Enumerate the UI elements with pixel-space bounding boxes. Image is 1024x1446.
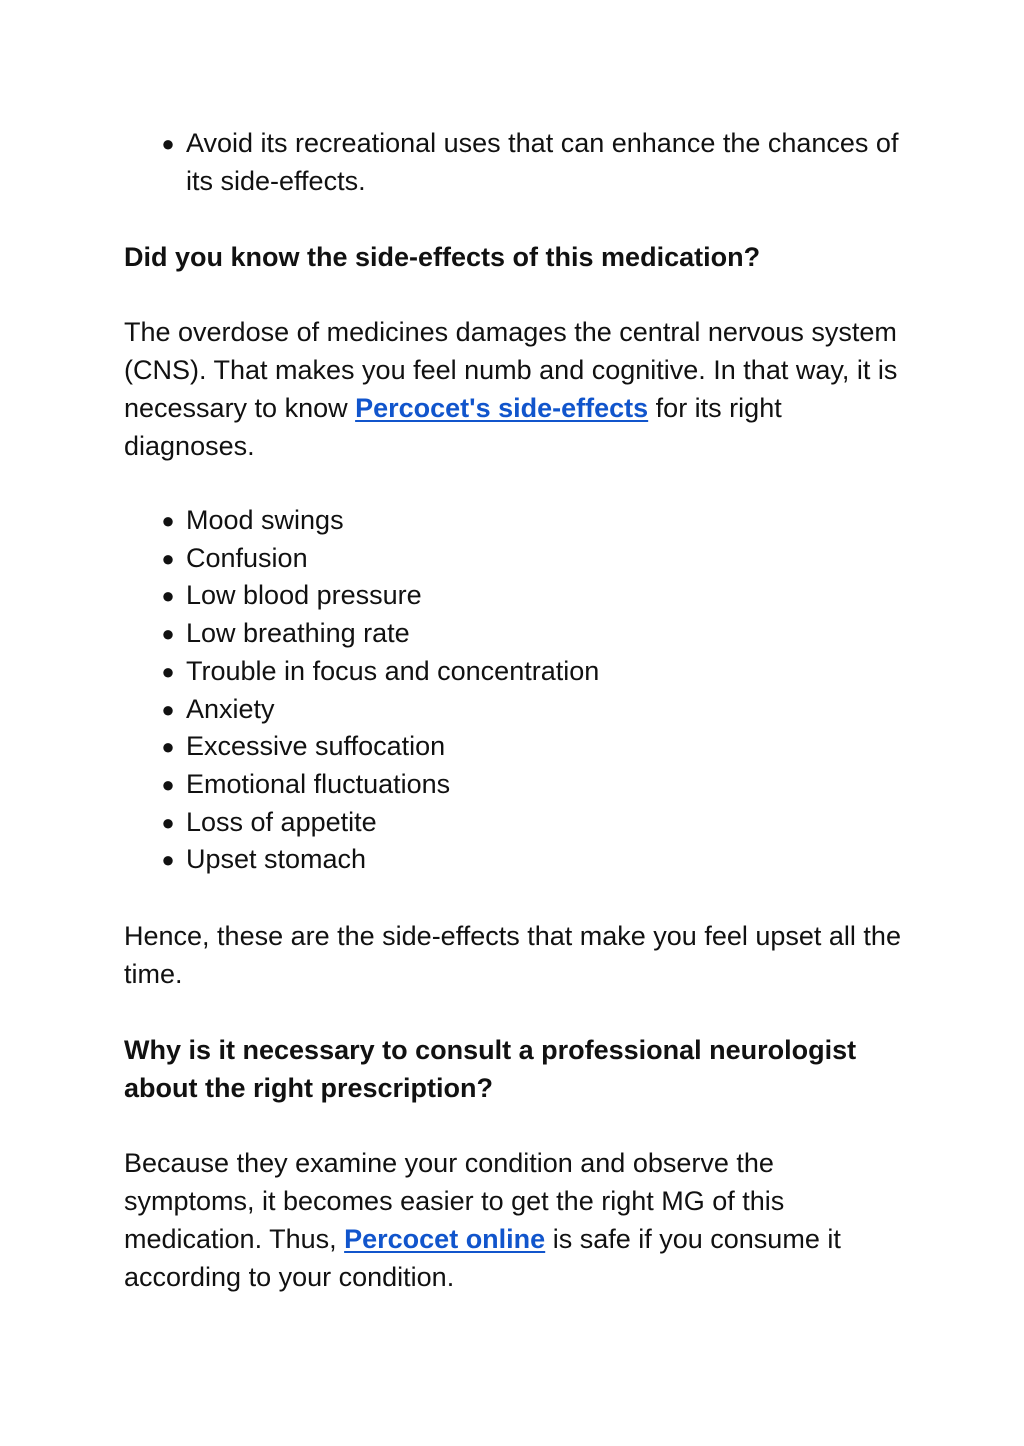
- list-item-text: Trouble in focus and concentration: [186, 655, 600, 686]
- list-item: [124, 577, 904, 615]
- paragraph-text: for its right diagnoses.: [124, 393, 782, 461]
- list-item: [124, 125, 904, 200]
- list-item: [124, 653, 904, 691]
- bullet-icon: ●: [161, 621, 175, 647]
- side-effects-list: [124, 502, 904, 879]
- list-item-text: Low breathing rate: [186, 618, 410, 649]
- list-item-text: Mood swings: [186, 505, 344, 535]
- list-item-text: Emotional fluctuations: [186, 768, 451, 799]
- percocet-side-effects-link[interactable]: Percocet's side-effects: [355, 393, 649, 423]
- paragraph-consult: [124, 1144, 904, 1296]
- list-item: [124, 728, 904, 766]
- paragraph-summary: Hence, these are the side-effects that make you feel upset all the time.: [124, 921, 901, 989]
- list-item-text: Confusion: [186, 542, 308, 573]
- bullet-icon: ●: [161, 696, 175, 722]
- list-item: [124, 615, 904, 653]
- percocet-online-link[interactable]: Percocet online: [344, 1224, 546, 1254]
- bullet-icon: ●: [161, 771, 175, 797]
- list-item-text: Upset stomach: [186, 844, 367, 875]
- bullet-icon: ●: [161, 508, 175, 533]
- top-bullet-list: [124, 125, 904, 200]
- list-item-text: Anxiety: [186, 693, 275, 724]
- section-heading-side-effects: Did you know the side-effects of this medication?: [124, 242, 761, 272]
- bullet-icon: ●: [161, 583, 175, 609]
- paragraph-text: is safe if you consume it according to your condition.: [124, 1224, 841, 1292]
- list-item-text: Loss of appetite: [186, 806, 377, 837]
- list-item: [124, 804, 904, 842]
- list-item: [124, 691, 904, 729]
- list-item: [124, 766, 904, 804]
- bullet-icon: ●: [161, 658, 175, 684]
- bullet-icon: ●: [161, 545, 175, 571]
- list-item: [124, 540, 904, 578]
- paragraph-overdose: [124, 313, 904, 465]
- paragraph-text: The overdose of medicines damages the central nervous system (CNS). That makes you feel numb and cognitive. In that way, it is necessary to know: [124, 317, 898, 423]
- bullet-icon: ●: [161, 809, 175, 835]
- list-item: [124, 502, 904, 540]
- list-item-text: Avoid its recreational uses that can enhance the chances of its side-effects.: [186, 128, 899, 196]
- bullet-icon: ●: [161, 131, 175, 156]
- bullet-icon: ●: [161, 734, 175, 760]
- list-item: [124, 841, 904, 879]
- bullet-icon: ●: [161, 847, 175, 873]
- list-item-text: Excessive suffocation: [186, 731, 446, 762]
- list-item-text: Low blood pressure: [186, 580, 422, 611]
- paragraph-text: Because they examine your condition and observe the symptoms, it becomes easier to get the right MG of this medication. Thus,: [124, 1148, 785, 1254]
- section-heading-neurologist: Why is it necessary to consult a professional neurologist about the right prescription?: [124, 1035, 857, 1103]
